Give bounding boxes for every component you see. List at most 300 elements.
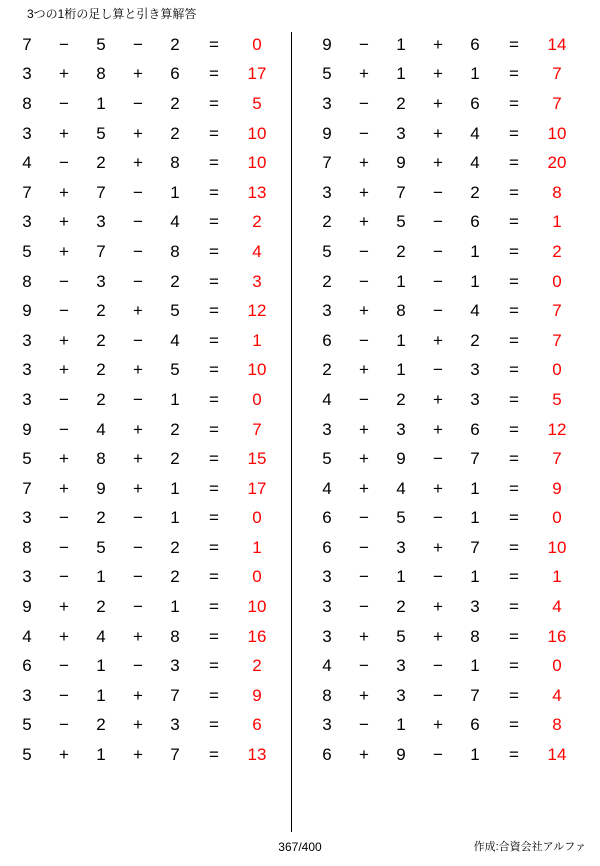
operand-1: 2	[322, 271, 332, 291]
operator-2: −	[133, 597, 143, 617]
operator-2: −	[133, 508, 143, 528]
operand-3: 5	[170, 301, 180, 321]
problem-row	[308, 711, 580, 741]
operand-3: 6	[170, 64, 180, 84]
footer-count: 367/400	[278, 840, 322, 854]
equals-sign: =	[509, 419, 519, 439]
operand-1: 4	[322, 478, 332, 498]
operand-2: 2	[96, 330, 106, 350]
problem-row	[308, 326, 580, 356]
operand-3: 8	[170, 153, 180, 173]
operator-1: +	[59, 330, 69, 350]
operand-1: 8	[22, 271, 32, 291]
equals-sign: =	[209, 389, 219, 409]
operand-1: 7	[22, 478, 32, 498]
operand-1: 4	[22, 626, 32, 646]
answer-value: 4	[552, 685, 562, 705]
operand-3: 6	[470, 419, 480, 439]
operand-1: 9	[322, 123, 332, 143]
operand-2: 3	[96, 212, 106, 232]
problem-row	[8, 504, 290, 534]
problem-row	[8, 326, 290, 356]
operator-2: −	[133, 34, 143, 54]
operator-2: −	[133, 241, 143, 261]
problem-row	[308, 444, 580, 474]
equals-sign: =	[509, 212, 519, 232]
answer-value: 0	[252, 34, 262, 54]
operand-3: 1	[170, 182, 180, 202]
problem-row	[8, 474, 290, 504]
problem-row	[308, 533, 580, 563]
operand-3: 6	[470, 34, 480, 54]
answer-value: 7	[552, 64, 562, 84]
answer-value: 0	[552, 508, 562, 528]
operand-2: 7	[96, 182, 106, 202]
equals-sign: =	[509, 153, 519, 173]
operator-2: +	[433, 478, 443, 498]
problem-row	[308, 592, 580, 622]
operator-2: +	[133, 685, 143, 705]
operand-1: 6	[322, 745, 332, 765]
operand-2: 5	[396, 212, 406, 232]
equals-sign: =	[509, 537, 519, 557]
equals-sign: =	[209, 449, 219, 469]
operator-1: +	[59, 449, 69, 469]
page-title: 3つの1桁の足し算と引き算解答	[27, 7, 197, 21]
operator-1: +	[59, 360, 69, 380]
operand-1: 3	[22, 123, 32, 143]
operand-1: 3	[322, 715, 332, 735]
problem-row	[8, 563, 290, 593]
answer-value: 10	[547, 537, 567, 557]
operator-2: +	[133, 419, 143, 439]
operator-2: −	[433, 745, 443, 765]
operand-3: 8	[170, 626, 180, 646]
equals-sign: =	[209, 626, 219, 646]
operator-1: −	[59, 153, 69, 173]
operand-1: 3	[22, 212, 32, 232]
operand-2: 5	[96, 123, 106, 143]
problem-row	[8, 385, 290, 415]
answer-value: 7	[552, 449, 562, 469]
operand-3: 1	[170, 597, 180, 617]
operator-1: +	[59, 123, 69, 143]
operand-3: 8	[170, 241, 180, 261]
answer-value: 9	[252, 685, 262, 705]
answer-value: 5	[552, 389, 562, 409]
answer-value: 10	[247, 153, 267, 173]
equals-sign: =	[209, 597, 219, 617]
operand-1: 3	[322, 597, 332, 617]
operand-2: 9	[396, 449, 406, 469]
operand-2: 9	[396, 745, 406, 765]
equals-sign: =	[209, 419, 219, 439]
problem-row	[8, 30, 290, 60]
problem-row	[8, 237, 290, 267]
equals-sign: =	[509, 93, 519, 113]
problem-row	[8, 60, 290, 90]
equals-sign: =	[509, 241, 519, 261]
operand-2: 1	[96, 567, 106, 587]
operator-1: −	[359, 34, 369, 54]
problem-row	[8, 681, 290, 711]
problem-row	[308, 89, 580, 119]
problem-row	[8, 740, 290, 770]
operand-1: 3	[22, 567, 32, 587]
operand-3: 3	[470, 360, 480, 380]
footer-credit: 作成:合資会社アルファ	[473, 841, 586, 853]
operand-3: 2	[170, 123, 180, 143]
problem-row	[8, 267, 290, 297]
operand-2: 9	[396, 153, 406, 173]
equals-sign: =	[509, 597, 519, 617]
operator-1: +	[359, 626, 369, 646]
operator-1: −	[59, 34, 69, 54]
operand-2: 1	[96, 656, 106, 676]
operand-3: 2	[170, 537, 180, 557]
operator-1: +	[359, 301, 369, 321]
operator-2: +	[133, 123, 143, 143]
problem-row	[8, 178, 290, 208]
equals-sign: =	[209, 508, 219, 528]
operand-2: 5	[396, 508, 406, 528]
answer-value: 16	[247, 626, 267, 646]
operand-2: 2	[396, 389, 406, 409]
operator-1: +	[59, 212, 69, 232]
problem-row	[8, 208, 290, 238]
equals-sign: =	[209, 478, 219, 498]
equals-sign: =	[509, 182, 519, 202]
operator-1: −	[359, 537, 369, 557]
operand-1: 9	[22, 301, 32, 321]
operand-2: 1	[396, 715, 406, 735]
problem-row	[308, 178, 580, 208]
operand-2: 8	[96, 64, 106, 84]
operand-1: 5	[322, 64, 332, 84]
operand-1: 3	[22, 360, 32, 380]
operator-2: −	[433, 685, 443, 705]
answer-value: 5	[252, 93, 262, 113]
operand-1: 3	[22, 389, 32, 409]
operator-2: +	[133, 745, 143, 765]
operand-2: 2	[96, 360, 106, 380]
operand-2: 1	[396, 64, 406, 84]
operand-3: 1	[470, 271, 480, 291]
operator-2: +	[133, 301, 143, 321]
operator-1: +	[359, 745, 369, 765]
problem-row	[308, 148, 580, 178]
operand-2: 1	[96, 93, 106, 113]
problem-row	[8, 356, 290, 386]
answer-value: 10	[547, 123, 567, 143]
equals-sign: =	[509, 656, 519, 676]
answer-value: 13	[247, 182, 267, 202]
equals-sign: =	[209, 241, 219, 261]
operand-1: 4	[322, 389, 332, 409]
operand-2: 1	[96, 685, 106, 705]
answer-value: 12	[247, 301, 267, 321]
equals-sign: =	[209, 685, 219, 705]
answer-value: 0	[252, 508, 262, 528]
problem-row	[308, 504, 580, 534]
operator-2: −	[433, 656, 443, 676]
operand-2: 1	[396, 360, 406, 380]
operator-2: −	[133, 271, 143, 291]
operator-1: +	[359, 478, 369, 498]
answer-value: 7	[252, 419, 262, 439]
operator-2: −	[133, 212, 143, 232]
operator-1: +	[59, 64, 69, 84]
operand-3: 1	[470, 567, 480, 587]
operand-2: 2	[96, 597, 106, 617]
operand-3: 7	[470, 537, 480, 557]
operator-2: −	[433, 271, 443, 291]
operator-2: +	[433, 597, 443, 617]
operator-2: +	[133, 64, 143, 84]
operand-1: 3	[22, 64, 32, 84]
operand-1: 4	[22, 153, 32, 173]
problem-row	[308, 651, 580, 681]
operand-2: 5	[96, 34, 106, 54]
operand-2: 4	[96, 626, 106, 646]
operator-2: −	[133, 182, 143, 202]
answer-value: 15	[247, 449, 267, 469]
operand-2: 1	[396, 34, 406, 54]
operand-2: 1	[396, 330, 406, 350]
operator-1: −	[359, 508, 369, 528]
operator-1: −	[359, 656, 369, 676]
operand-1: 3	[322, 626, 332, 646]
operator-1: +	[359, 64, 369, 84]
equals-sign: =	[209, 123, 219, 143]
answer-value: 20	[547, 153, 567, 173]
answer-value: 8	[552, 182, 562, 202]
equals-sign: =	[209, 360, 219, 380]
operand-1: 6	[322, 537, 332, 557]
operator-1: −	[359, 597, 369, 617]
equals-sign: =	[209, 330, 219, 350]
operand-1: 5	[22, 241, 32, 261]
operand-2: 4	[96, 419, 106, 439]
operator-1: −	[359, 241, 369, 261]
operand-1: 3	[322, 182, 332, 202]
operator-1: +	[359, 153, 369, 173]
operator-1: +	[59, 478, 69, 498]
operand-1: 3	[22, 330, 32, 350]
operand-1: 8	[22, 537, 32, 557]
operand-3: 2	[170, 567, 180, 587]
operand-1: 3	[22, 508, 32, 528]
operator-2: +	[433, 123, 443, 143]
problem-row	[8, 296, 290, 326]
problem-row	[308, 60, 580, 90]
operand-3: 3	[470, 389, 480, 409]
operator-2: −	[133, 330, 143, 350]
operand-3: 5	[170, 360, 180, 380]
operator-1: −	[359, 567, 369, 587]
operand-3: 6	[470, 715, 480, 735]
operand-1: 3	[322, 93, 332, 113]
answer-value: 0	[552, 360, 562, 380]
operand-2: 4	[396, 478, 406, 498]
problem-row	[8, 89, 290, 119]
operator-1: −	[59, 656, 69, 676]
operator-2: −	[433, 212, 443, 232]
answer-value: 6	[252, 715, 262, 735]
operator-1: +	[359, 212, 369, 232]
operator-2: +	[133, 715, 143, 735]
operand-3: 4	[170, 212, 180, 232]
operand-2: 3	[396, 123, 406, 143]
operand-2: 2	[96, 301, 106, 321]
operator-1: +	[359, 182, 369, 202]
operator-2: −	[433, 241, 443, 261]
operator-1: −	[359, 271, 369, 291]
answer-value: 2	[252, 212, 262, 232]
operator-2: −	[133, 389, 143, 409]
problem-row	[308, 119, 580, 149]
operator-2: +	[433, 93, 443, 113]
operator-2: −	[433, 449, 443, 469]
operand-1: 5	[22, 745, 32, 765]
operand-3: 2	[170, 419, 180, 439]
operator-2: −	[433, 508, 443, 528]
equals-sign: =	[509, 508, 519, 528]
answer-value: 7	[552, 301, 562, 321]
answer-value: 10	[247, 360, 267, 380]
problem-row	[8, 148, 290, 178]
operator-1: −	[59, 271, 69, 291]
equals-sign: =	[209, 182, 219, 202]
right-column	[290, 30, 580, 770]
problem-row	[308, 563, 580, 593]
operand-3: 2	[170, 93, 180, 113]
operator-2: +	[133, 626, 143, 646]
answer-value: 17	[247, 64, 267, 84]
operator-2: +	[433, 715, 443, 735]
answer-value: 1	[552, 567, 562, 587]
operator-2: −	[433, 360, 443, 380]
answer-value: 4	[552, 597, 562, 617]
operand-1: 3	[22, 685, 32, 705]
answer-value: 2	[252, 656, 262, 676]
operand-1: 8	[322, 685, 332, 705]
operand-3: 7	[170, 745, 180, 765]
equals-sign: =	[209, 93, 219, 113]
operand-3: 4	[170, 330, 180, 350]
problem-row	[8, 711, 290, 741]
answer-value: 3	[252, 271, 262, 291]
operator-1: +	[59, 626, 69, 646]
operand-3: 1	[170, 478, 180, 498]
operand-3: 3	[470, 597, 480, 617]
operand-1: 6	[22, 656, 32, 676]
answer-value: 0	[252, 389, 262, 409]
equals-sign: =	[509, 301, 519, 321]
operand-1: 5	[322, 241, 332, 261]
operand-2: 9	[96, 478, 106, 498]
operator-1: −	[359, 93, 369, 113]
problem-row	[308, 385, 580, 415]
operand-2: 3	[396, 537, 406, 557]
operand-3: 1	[470, 508, 480, 528]
operator-1: −	[359, 389, 369, 409]
operator-1: +	[59, 745, 69, 765]
operator-1: −	[359, 715, 369, 735]
operand-1: 3	[322, 567, 332, 587]
operator-2: −	[133, 93, 143, 113]
operator-1: +	[59, 241, 69, 261]
operator-2: +	[433, 153, 443, 173]
answer-value: 17	[247, 478, 267, 498]
operator-2: +	[433, 537, 443, 557]
problem-row	[308, 30, 580, 60]
answer-value: 1	[252, 537, 262, 557]
operand-3: 2	[170, 34, 180, 54]
answer-value: 7	[552, 93, 562, 113]
equals-sign: =	[509, 271, 519, 291]
operand-3: 7	[170, 685, 180, 705]
operator-2: −	[433, 182, 443, 202]
operand-1: 5	[22, 449, 32, 469]
operand-1: 9	[22, 419, 32, 439]
problem-row	[308, 740, 580, 770]
operator-2: −	[133, 567, 143, 587]
equals-sign: =	[509, 123, 519, 143]
operator-2: +	[433, 389, 443, 409]
answer-value: 13	[247, 745, 267, 765]
equals-sign: =	[509, 360, 519, 380]
operand-2: 5	[396, 626, 406, 646]
left-column	[0, 30, 290, 770]
operator-1: −	[59, 715, 69, 735]
operator-1: −	[59, 508, 69, 528]
operand-3: 2	[470, 330, 480, 350]
answer-value: 0	[252, 567, 262, 587]
answer-value: 0	[552, 656, 562, 676]
operator-1: +	[59, 182, 69, 202]
problem-row	[308, 237, 580, 267]
operand-2: 2	[396, 93, 406, 113]
equals-sign: =	[509, 715, 519, 735]
equals-sign: =	[209, 567, 219, 587]
operand-3: 2	[170, 449, 180, 469]
equals-sign: =	[509, 478, 519, 498]
operator-2: +	[433, 419, 443, 439]
operand-3: 1	[470, 656, 480, 676]
operand-3: 2	[470, 182, 480, 202]
answer-value: 16	[547, 626, 567, 646]
operator-2: +	[133, 478, 143, 498]
answer-value: 10	[247, 597, 267, 617]
operator-1: +	[59, 597, 69, 617]
problem-columns	[0, 30, 600, 770]
operand-1: 2	[322, 360, 332, 380]
operand-2: 2	[396, 597, 406, 617]
problem-row	[308, 208, 580, 238]
equals-sign: =	[209, 537, 219, 557]
operand-2: 2	[96, 715, 106, 735]
operator-1: −	[59, 389, 69, 409]
operator-1: −	[59, 93, 69, 113]
operand-3: 3	[170, 715, 180, 735]
operand-2: 8	[396, 301, 406, 321]
problem-row	[308, 415, 580, 445]
problem-row	[308, 267, 580, 297]
operand-2: 5	[96, 537, 106, 557]
operand-1: 5	[322, 449, 332, 469]
operator-1: +	[359, 685, 369, 705]
